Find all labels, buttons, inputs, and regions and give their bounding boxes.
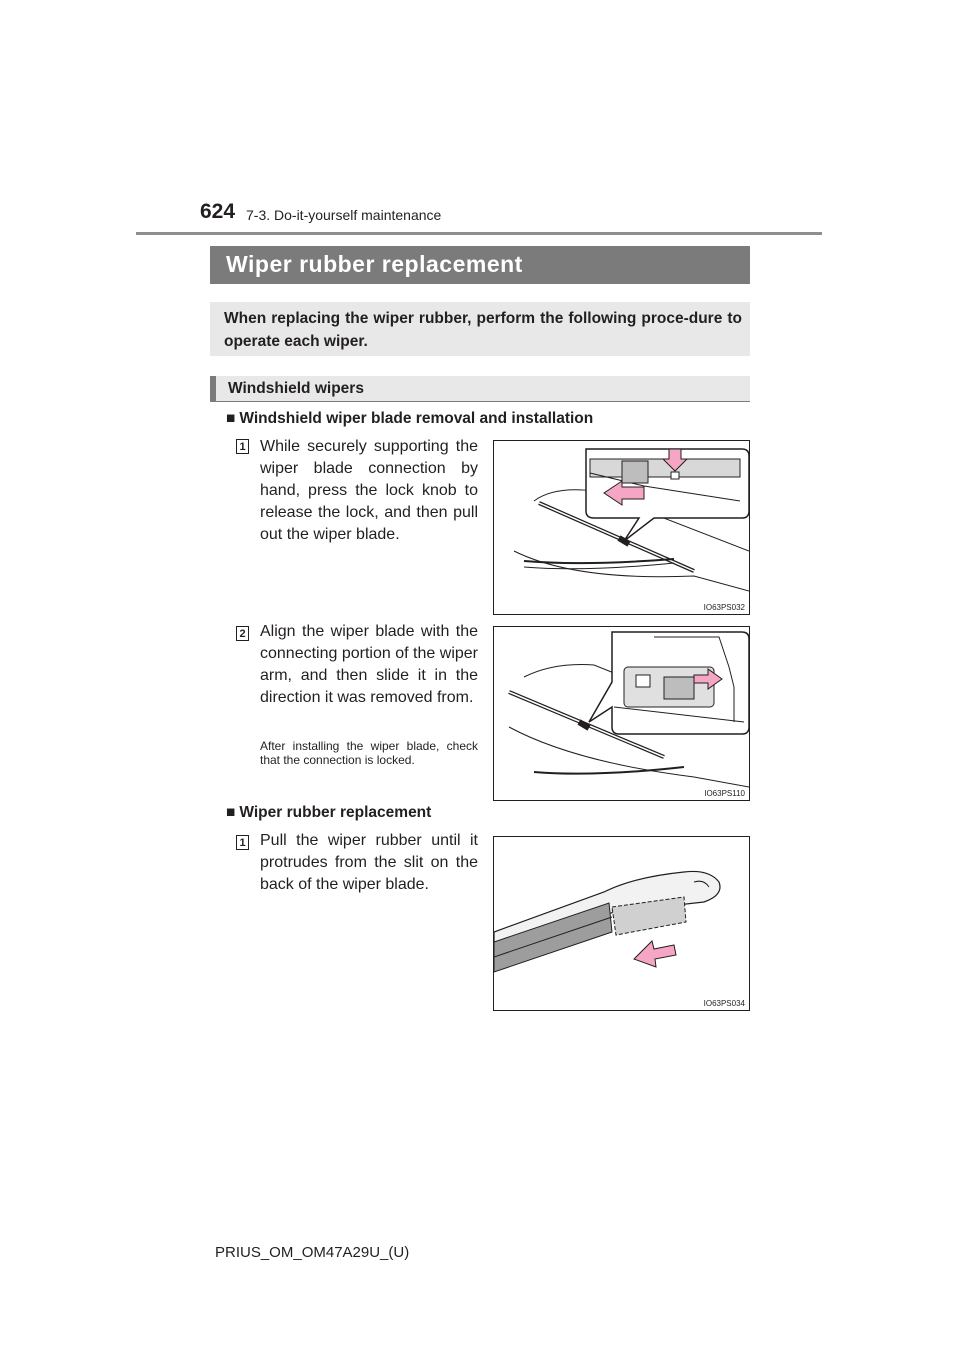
step-text: While securely supporting the wiper blade connection by hand, press the lock knob to release the lock, and then pull out the wiper blade. <box>260 438 478 543</box>
bullet-square: ■ <box>226 410 236 427</box>
page-title: Wiper rubber replacement <box>226 251 523 277</box>
subsection-title: Windshield wipers <box>228 380 364 397</box>
rubber-section-heading-text: Wiper rubber replacement <box>239 804 432 821</box>
wiper-rubber-pull-illustration <box>493 836 750 1011</box>
intro-box <box>210 302 750 356</box>
figure-code: IO63PS032 <box>703 603 745 612</box>
rubber-section-heading <box>226 804 431 822</box>
figure-code: IO63PS034 <box>703 999 745 1008</box>
header-rule <box>136 232 822 235</box>
step-badge: 1 <box>236 439 249 454</box>
step-text: Align the wiper blade with the connecting portion of the wiper arm, and then slide it in the direction it was removed from. <box>260 623 478 706</box>
figure-code: IO63PS110 <box>704 789 745 798</box>
wiper-lock-release-illustration <box>493 440 750 615</box>
step-text: Pull the wiper rubber until it protrudes from the slit on the back of the wiper blade. <box>260 832 478 893</box>
step-badge: 1 <box>236 835 249 850</box>
subsection-bar <box>210 376 750 402</box>
wiper-blade-installation-illustration <box>493 626 750 801</box>
bullet-square: ■ <box>226 804 236 821</box>
section-label: 7-3. Do-it-yourself maintenance <box>246 207 442 223</box>
blade-section-heading <box>226 410 593 428</box>
title-bar <box>210 246 750 284</box>
intro-text: When replacing the wiper rubber, perform the following proce-dure to operate each wiper. <box>224 310 742 350</box>
step-note: After installing the wiper blade, check that the connection is locked. <box>260 739 478 767</box>
footer-doc-code: PRIUS_OM_OM47A29U_(U) <box>215 1244 410 1261</box>
step-badge: 2 <box>236 626 249 641</box>
page-number: 624 <box>200 200 236 223</box>
blade-section-heading-text: Windshield wiper blade removal and installation <box>239 410 594 427</box>
